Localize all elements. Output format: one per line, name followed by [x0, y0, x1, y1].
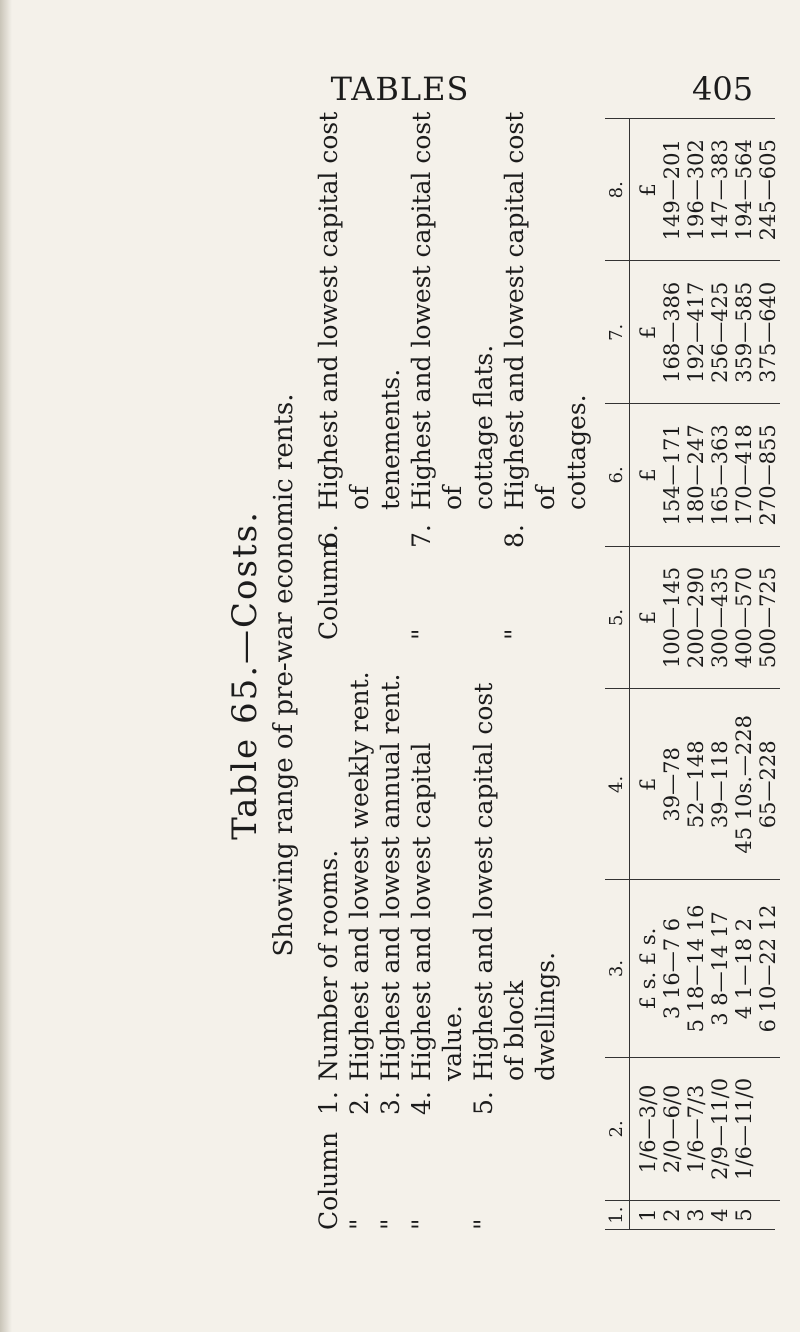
cell-value: 192—417: [684, 281, 708, 383]
table-cell: [630, 1057, 781, 1201]
column-note: [344, 670, 375, 1230]
cell-value: 2: [660, 1208, 684, 1222]
column-note-text: Highest and lowest weekly rent.: [345, 671, 374, 1081]
cell-value: 165—363: [708, 424, 732, 526]
column-note: [406, 670, 468, 1230]
cell-value: 45 10s.—228: [732, 715, 756, 854]
column-note-text: Highest and lowest capital value.: [407, 742, 467, 1081]
column-note-number: 4.: [407, 1091, 436, 1115]
column-header: 1.: [605, 1201, 630, 1229]
column-header: 2.: [605, 1057, 630, 1201]
cell-value: 359—585: [732, 281, 756, 383]
cell-value: 256—425: [708, 281, 732, 383]
cell-value: 2/0—6/0: [660, 1084, 684, 1174]
cell-value: 270—855: [756, 424, 780, 526]
column-header: 5.: [605, 546, 630, 689]
page-number: 405: [692, 70, 754, 108]
cell-value: 168—386: [660, 281, 684, 383]
column-note-text: dwellings.: [531, 951, 560, 1081]
column-note-number: 5.: [469, 1091, 498, 1115]
column-note: [313, 110, 375, 640]
page-edge: [0, 0, 12, 1332]
table-cell: [630, 119, 781, 261]
column-header: 3.: [605, 880, 630, 1057]
table-label: Table: [225, 736, 265, 840]
cell-value: 1: [636, 1208, 660, 1222]
unit-heading: £: [636, 610, 660, 625]
unit-heading: £: [636, 183, 660, 197]
cell-value: 200—290: [684, 566, 708, 669]
table-row: [630, 119, 781, 1229]
table-header-row: [605, 119, 630, 1229]
column-note-prefix: ": [345, 1218, 374, 1230]
column-note-prefix: ": [469, 1218, 498, 1230]
data-table: [605, 119, 780, 1229]
cell-value: 500—725: [756, 566, 780, 669]
column-note: [375, 670, 406, 1230]
column-note: [530, 670, 561, 1230]
table-cell: [630, 1201, 781, 1229]
table-cell: [630, 404, 781, 547]
cell-value: 52—148: [684, 740, 708, 829]
cell-value: 1/6—3/0: [636, 1084, 660, 1174]
column-note-text: tenements.: [376, 368, 405, 510]
cell-value: 3 8—14 17: [708, 911, 732, 1026]
cell-value: 149—201: [660, 139, 684, 241]
cell-value: 4 1—18 2: [732, 917, 756, 1020]
column-notes-right: [313, 110, 592, 640]
column-note-text: cottages.: [562, 394, 591, 510]
column-header: 8.: [605, 119, 630, 261]
cell-value: 196—302: [684, 139, 708, 241]
cell-value: 100—145: [660, 566, 684, 669]
rotated-table-block: [225, 111, 795, 1230]
data-table-frame: [605, 118, 780, 1230]
column-note-text: Highest and lowest capital cost of: [314, 111, 374, 510]
column-note: [499, 110, 561, 640]
cell-value: 5 18—14 16: [684, 904, 708, 1033]
column-note-text: Highest and lowest capital cost of: [407, 111, 467, 510]
cell-value: 300—435: [708, 566, 732, 669]
table-cell: [630, 261, 781, 404]
column-note-prefix: ": [407, 1218, 436, 1230]
column-note-number: 1.: [314, 1091, 343, 1115]
cell-value: 5: [732, 1208, 756, 1222]
cell-value: 1/6—11/0: [732, 1077, 756, 1180]
cell-value: 154—171: [660, 424, 684, 526]
column-note-number: 8.: [500, 524, 529, 548]
column-note-number: 6.: [314, 524, 343, 548]
cell-value: 3: [684, 1208, 708, 1222]
column-note-number: 7.: [407, 524, 436, 548]
column-note-text: Highest and lowest capital cost of block: [469, 682, 529, 1081]
table-cell: [630, 880, 781, 1057]
cell-value: 39—78: [660, 747, 684, 822]
column-header: 6.: [605, 404, 630, 547]
cell-value: 400—570: [732, 566, 756, 669]
column-notes-left: [313, 670, 561, 1230]
column-note-number: 3.: [376, 1091, 405, 1115]
table-number-title: 65.—Costs.: [225, 510, 265, 725]
column-note-prefix: ": [407, 628, 436, 640]
cell-value: 147—383: [708, 139, 732, 241]
cell-value: 4: [708, 1208, 732, 1222]
column-note: [468, 110, 499, 640]
column-header: 7.: [605, 261, 630, 404]
table-cell: [630, 546, 781, 689]
table-subtitle: Showing range of pre-war economic rents.: [269, 393, 299, 957]
unit-heading: £: [636, 468, 660, 482]
column-note: [313, 670, 344, 1230]
column-note-text: Highest and lowest capital cost of: [500, 111, 560, 510]
column-note-prefix: ": [500, 628, 529, 640]
column-note-prefix: Column: [314, 541, 343, 640]
cell-value: 180—247: [684, 424, 708, 526]
cell-value: 2/9—11/0: [708, 1077, 732, 1180]
column-note: [406, 110, 468, 640]
cell-value: 170—418: [732, 424, 756, 526]
table-caption: [225, 120, 265, 1230]
column-note-text: cottage flats.: [469, 344, 498, 510]
column-note-text: Number of rooms.: [314, 849, 343, 1081]
unit-heading: £ s. £ s.: [636, 927, 660, 1010]
cell-value: 245—605: [756, 139, 780, 241]
column-note: [468, 670, 530, 1230]
column-header: 4.: [605, 689, 630, 880]
cell-value: 375—640: [756, 281, 780, 383]
table-cell: [630, 689, 781, 880]
column-note-number: 2.: [345, 1091, 374, 1115]
cell-value: 1/6—7/3: [684, 1084, 708, 1174]
cell-value: 3 16—7 6: [660, 917, 684, 1020]
column-note-prefix: Column: [314, 1131, 343, 1230]
column-note-text: Highest and lowest annual rent.: [376, 673, 405, 1081]
unit-heading: £: [636, 325, 660, 339]
running-title: TABLES: [330, 70, 470, 108]
column-note-prefix: ": [376, 1218, 405, 1230]
cell-value: 65—228: [756, 740, 780, 829]
unit-heading: £: [636, 777, 660, 792]
cell-value: 39—118: [708, 740, 732, 829]
cell-value: 6 10—22 12: [756, 904, 780, 1033]
column-note: [375, 110, 406, 640]
column-note: [561, 110, 592, 640]
cell-value: 194—564: [732, 139, 756, 241]
